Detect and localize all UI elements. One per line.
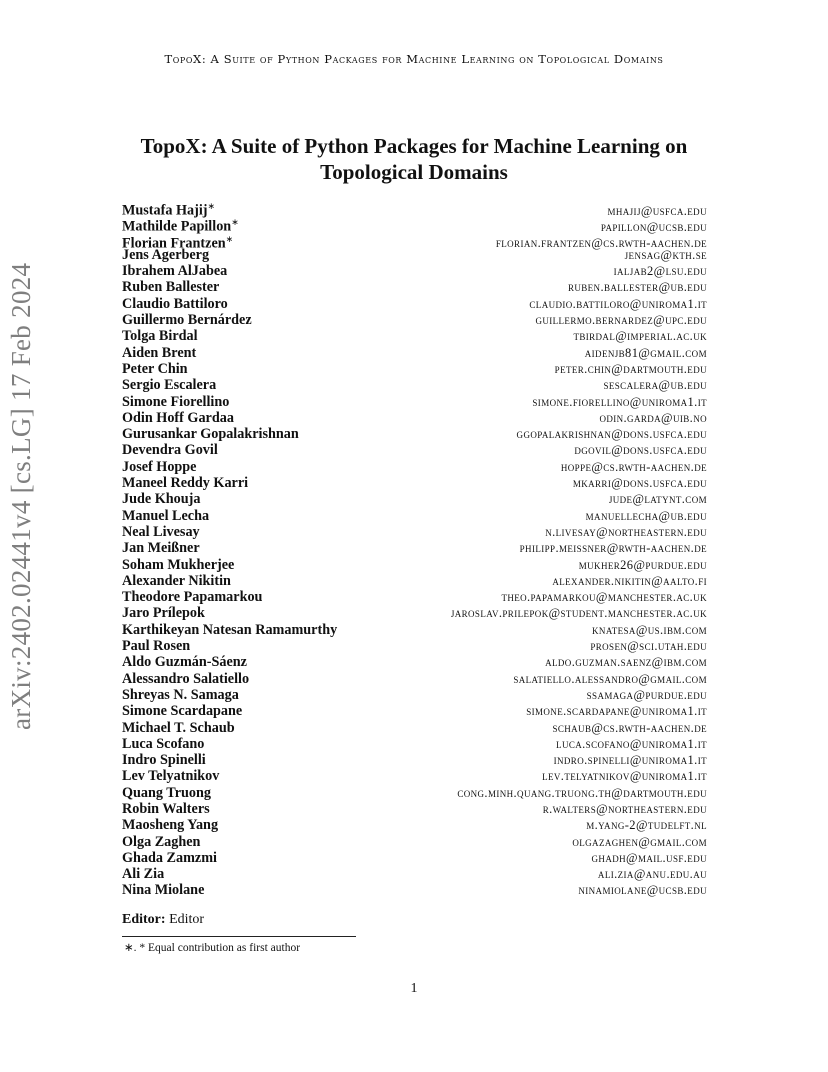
author-name xyxy=(122,654,247,670)
author-email: indro.spinelli@uniroma1.it xyxy=(553,753,707,768)
author-email: florian.frantzen@cs.rwth-aachen.de xyxy=(495,236,707,251)
author-row xyxy=(122,328,707,344)
author-email: luca.scofano@uniroma1.it xyxy=(556,736,707,751)
author-name-text: Karthikeyan Natesan Ramamurthy xyxy=(122,621,338,638)
author-email: philipp.meissner@rwth-aachen.de xyxy=(519,541,707,556)
author-row xyxy=(122,638,707,654)
author-row xyxy=(122,361,707,377)
author-row xyxy=(122,834,707,850)
author-row xyxy=(122,850,707,866)
author-row xyxy=(122,442,707,458)
author-row xyxy=(122,345,707,361)
author-email: jaroslav.prilepok@student.manchester.ac.uk xyxy=(450,606,707,621)
footnote-mark: ∗. xyxy=(124,942,137,954)
arxiv-stamp: arXiv:2402.02441v4 [cs.LG] 17 Feb 2024 xyxy=(6,262,36,730)
author-name xyxy=(122,508,209,524)
author-name xyxy=(122,785,211,801)
author-row xyxy=(122,540,707,556)
author-name-text: Indro Spinelli xyxy=(122,752,206,769)
author-email: mukher26@purdue.edu xyxy=(578,557,707,572)
footnote xyxy=(124,940,300,954)
author-email: aldo.guzman.saenz@ibm.com xyxy=(545,655,707,670)
author-name xyxy=(122,279,219,295)
author-name xyxy=(122,377,216,393)
author-row xyxy=(122,491,707,507)
author-row xyxy=(122,377,707,393)
author-email: n.livesay@northeastern.edu xyxy=(545,524,707,539)
author-name xyxy=(122,866,164,882)
author-row xyxy=(122,654,707,670)
author-row xyxy=(122,817,707,833)
author-name-text: Maosheng Yang xyxy=(122,817,219,834)
author-name-text: Neal Livesay xyxy=(122,523,200,540)
page-number: 1 xyxy=(410,981,418,996)
author-name-text: Jens Agerberg xyxy=(122,246,210,263)
author-name xyxy=(122,247,209,263)
author-email: claudio.battiloro@uniroma1.it xyxy=(529,296,707,311)
author-name-text: Shreyas N. Samaga xyxy=(122,686,239,703)
equal-contribution-mark: ∗ xyxy=(207,201,216,211)
paper-title xyxy=(100,133,728,185)
author-name xyxy=(122,410,234,426)
title-line-2: Topological Domains xyxy=(320,160,508,184)
author-email: guillermo.bernardez@upc.edu xyxy=(535,313,707,328)
author-row xyxy=(122,720,707,736)
author-name xyxy=(122,605,205,621)
author-name-text: Jan Meißner xyxy=(122,540,200,557)
author-email: olgazaghen@gmail.com xyxy=(572,834,707,849)
author-name-text: Florian Frantzen xyxy=(122,235,226,252)
author-email: ninamiolane@ucsb.edu xyxy=(578,883,707,898)
editor-line xyxy=(122,912,204,928)
author-name xyxy=(122,834,200,850)
author-name xyxy=(122,296,228,312)
author-email: mkarri@dons.usfca.edu xyxy=(572,476,707,491)
author-name-text: Ali Zia xyxy=(122,866,165,883)
author-name xyxy=(122,703,242,719)
author-name-text: Theodore Papamarkou xyxy=(122,589,263,606)
author-row xyxy=(122,459,707,475)
author-name xyxy=(122,312,252,328)
equal-contribution-mark: ∗ xyxy=(231,217,239,228)
author-name xyxy=(122,328,198,344)
author-email: prosen@sci.utah.edu xyxy=(590,639,707,654)
author-name-text: Lev Telyatnikov xyxy=(122,768,220,785)
author-row xyxy=(122,622,707,638)
author-name xyxy=(122,882,204,898)
author-name-text: Sergio Escalera xyxy=(122,377,217,394)
author-row xyxy=(122,557,707,573)
author-name-text: Ghada Zamzmi xyxy=(122,849,217,866)
author-row xyxy=(122,410,707,426)
author-name-text: Michael T. Schaub xyxy=(122,719,235,736)
equal-contribution-mark: ∗ xyxy=(225,233,234,244)
author-email: lev.telyatnikov@uniroma1.it xyxy=(542,769,707,784)
author-name xyxy=(122,752,206,768)
author-name-text: Simone Fiorellino xyxy=(122,393,230,410)
author-row xyxy=(122,785,707,801)
running-head: TopoX: A Suite of Python Packages for Machine Learning on Topological Domains xyxy=(164,52,664,66)
author-row xyxy=(122,589,707,605)
author-row xyxy=(122,671,707,687)
author-name xyxy=(122,459,196,475)
author-email: ialjab2@lsu.edu xyxy=(613,264,707,279)
author-name xyxy=(122,768,219,784)
author-name xyxy=(122,426,299,442)
author-name-text: Mustafa Hajij xyxy=(122,202,208,219)
editor-label: Editor: xyxy=(122,912,166,927)
author-name-text: Alexander Nikitin xyxy=(122,572,231,589)
author-email: ruben.ballester@ub.edu xyxy=(567,280,707,295)
author-name xyxy=(122,361,188,377)
author-email: mhajij@usfca.edu xyxy=(607,203,707,218)
author-email: jensag@kth.se xyxy=(624,247,707,262)
editor-value: Editor xyxy=(169,912,205,927)
author-name-text: Olga Zaghen xyxy=(122,833,201,850)
author-name xyxy=(122,687,239,703)
author-name xyxy=(122,638,190,654)
author-name xyxy=(122,850,217,866)
author-email: peter.chin@dartmouth.edu xyxy=(554,361,707,376)
author-email: alexander.nikitin@aalto.fi xyxy=(552,573,707,588)
author-name xyxy=(122,736,204,752)
author-name xyxy=(122,801,210,817)
author-row xyxy=(122,703,707,719)
author-name-text: Jude Khouja xyxy=(122,491,201,508)
author-email: r.walters@northeastern.edu xyxy=(542,801,707,816)
author-name xyxy=(122,524,200,540)
author-email: jude@latynt.com xyxy=(608,492,707,507)
author-name-text: Luca Scofano xyxy=(122,735,205,752)
author-name-text: Aiden Brent xyxy=(122,344,197,361)
author-row xyxy=(122,296,707,312)
author-row xyxy=(122,687,707,703)
author-name-text: Nina Miolane xyxy=(122,882,205,899)
author-email: aidenjb81@gmail.com xyxy=(584,345,707,360)
author-name-text: Guillermo Bernárdez xyxy=(122,312,252,329)
author-row xyxy=(122,573,707,589)
author-name xyxy=(122,442,218,458)
author-name-text: Paul Rosen xyxy=(122,638,191,655)
author-row xyxy=(122,394,707,410)
author-email: ghadh@mail.usf.edu xyxy=(591,850,707,865)
author-name-text: Manuel Lecha xyxy=(122,507,210,524)
author-name xyxy=(122,720,235,736)
author-name-text: Simone Scardapane xyxy=(122,703,243,720)
author-name xyxy=(122,394,229,410)
author-name xyxy=(122,573,231,589)
author-name-text: Josef Hoppe xyxy=(122,458,197,475)
author-name-text: Odin Hoff Gardaa xyxy=(122,409,234,426)
author-email: theo.papamarkou@manchester.ac.uk xyxy=(501,590,707,605)
author-name-text: Maneel Reddy Karri xyxy=(122,475,249,492)
author-name xyxy=(122,491,200,507)
author-email: odin.garda@uib.no xyxy=(599,410,707,425)
author-name-text: Devendra Govil xyxy=(122,442,218,459)
author-name-text: Gurusankar Gopalakrishnan xyxy=(122,426,299,443)
author-name-text: Tolga Birdal xyxy=(122,328,198,345)
author-email: simone.fiorellino@uniroma1.it xyxy=(532,394,707,409)
author-name xyxy=(122,817,218,833)
author-name-text: Alessandro Salatiello xyxy=(122,670,250,687)
author-name-text: Robin Walters xyxy=(122,800,210,817)
author-name-text: Claudio Battiloro xyxy=(122,295,228,312)
author-row xyxy=(122,279,707,295)
author-name xyxy=(122,557,234,573)
footnote-text: * Equal contribution as first author xyxy=(139,942,301,954)
author-name-text: Aldo Guzmán-Sáenz xyxy=(122,654,247,671)
author-email: ali.zia@anu.edu.au xyxy=(597,867,707,882)
author-row xyxy=(122,866,707,882)
author-row xyxy=(122,263,707,279)
author-name xyxy=(122,345,196,361)
author-name xyxy=(122,540,200,556)
author-row xyxy=(122,508,707,524)
author-email: knatesa@us.ibm.com xyxy=(592,622,707,637)
author-row xyxy=(122,752,707,768)
author-row xyxy=(122,801,707,817)
author-name-text: Ruben Ballester xyxy=(122,279,220,296)
author-name-text: Quang Truong xyxy=(122,784,211,801)
author-name-text: Ibrahem AlJabea xyxy=(122,263,228,280)
author-row xyxy=(122,882,707,898)
author-row xyxy=(122,198,707,219)
author-row xyxy=(122,312,707,328)
author-name-text: Jaro Prílepok xyxy=(122,605,205,622)
author-email: m.yang-2@tudelft.nl xyxy=(586,818,707,833)
author-email: ggopalakrishnan@dons.usfca.edu xyxy=(516,427,707,442)
author-name-text: Peter Chin xyxy=(122,360,188,377)
author-name xyxy=(122,263,227,279)
author-email: cong.minh.quang.truong.th@dartmouth.edu xyxy=(457,785,707,800)
author-email: dgovil@dons.usfca.edu xyxy=(574,443,707,458)
author-row xyxy=(122,426,707,442)
author-row xyxy=(122,524,707,540)
author-name-text: Soham Mukherjee xyxy=(122,556,235,573)
author-email: tbirdal@imperial.ac.uk xyxy=(573,329,707,344)
author-row xyxy=(122,736,707,752)
author-email: hoppe@cs.rwth-aachen.de xyxy=(560,459,707,474)
author-list xyxy=(122,198,707,899)
author-email: manuellecha@ub.edu xyxy=(585,508,707,523)
author-name xyxy=(122,622,337,638)
author-email: salatiello.alessandro@gmail.com xyxy=(513,671,707,686)
author-email: sescalera@ub.edu xyxy=(603,378,707,393)
author-row xyxy=(122,475,707,491)
author-name-text: Mathilde Papillon xyxy=(122,219,232,236)
author-row xyxy=(122,768,707,784)
footnote-rule xyxy=(122,936,356,937)
author-row xyxy=(122,605,707,621)
author-email: ssamaga@purdue.edu xyxy=(586,687,707,702)
author-name xyxy=(122,475,248,491)
author-name xyxy=(122,589,262,605)
author-email: schaub@cs.rwth-aachen.de xyxy=(552,720,707,735)
author-email: papillon@ucsb.edu xyxy=(600,220,707,235)
author-email: simone.scardapane@uniroma1.it xyxy=(526,704,707,719)
title-line-1: TopoX: A Suite of Python Packages for Machine Learning on xyxy=(140,134,688,158)
author-name xyxy=(122,671,249,687)
